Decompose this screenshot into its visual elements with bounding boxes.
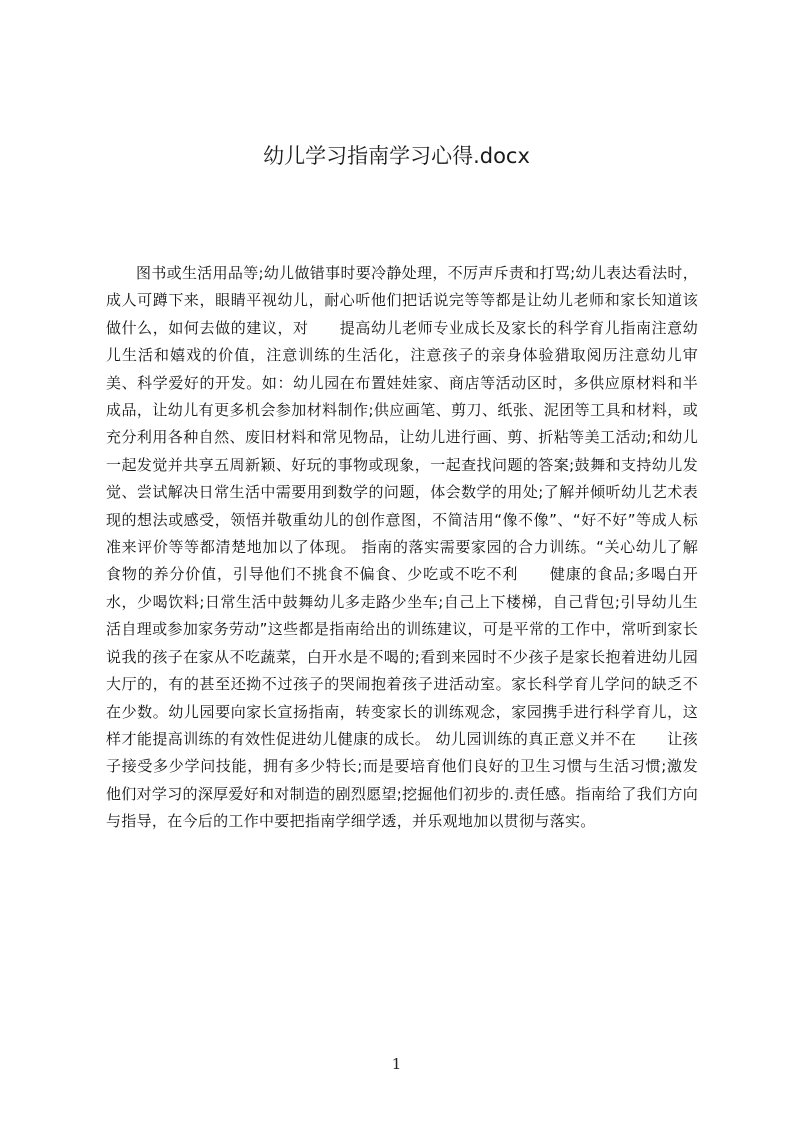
page-number: 1 bbox=[391, 1055, 402, 1073]
document-title: 幼儿学习指南学习心得.docx bbox=[263, 144, 530, 168]
body-paragraph: 图书或生活用品等;幼儿做错事时要冷静处理，不厉声斥责和打骂;幼儿表达看法时，成人可蹲下来，眼睛平视幼儿，耐心听他们把话说完等等都是让幼儿老师和家长知道该做什么，如何去做的建议，对 提高幼儿老师专业成长及家长的科学育儿指南注意幼儿生活和嬉戏的价值，注意训练的生活化，注意孩子的亲身体验猎取阅历注意幼儿审美、科学爱好的开发。如：幼儿园在布置娃娃家、商店等活动区时，多供应原材料和半成品，让幼儿有更多机会参加材料制作;供应画笔、剪刀、纸张、泥团等工具和材料，或充分利用各种自然、废旧材料和常见物品，让幼儿进行画、剪、折粘等美工活动;和幼儿一起发觉并共享五周新颖、好玩的事物或现象，一起查找问题的答案;鼓舞和支持幼儿发觉、尝试解决日常生活中需要用到数学的问题，体会数学的用处;了解并倾听幼儿艺术表现的想法或感受，领悟并敬重幼儿的创作意图，不简洁用“像不像”、“好不好”等成人标准来评价等等都清楚地加以了体现。 指南的落实需要家园的合力训练。“关心幼儿了解食物的养分价值，引导他们不挑食不偏食、少吃或不吃不利 健康的食品;多喝白开水，少喝饮料;日常生活中鼓舞幼儿多走路少坐车;自己上下楼梯，自己背包;引导幼儿生活自理或参加家务劳动”这些都是指南给出的训练建议，可是平常的工作中，常听到家长说我的孩子在家从不吃蔬菜，白开水是不喝的;看到来园时不少孩子是家长抱着进幼儿园大厅的，有的甚至还拗不过孩子的哭闹抱着孩子进活动室。家长科学育儿学问的缺乏不在少数。幼儿园要向家长宣扬指南，转变家长的训练观念，家园携手进行科学育儿，这样才能提高训练的有效性促进幼儿健康的成长。 幼儿园训练的真正意义并不在 让孩子接受多少学问技能，拥有多少特长;而是要培育他们良好的卫生习惯与生活习惯;激发他们对学习的深厚爱好和对制造的剧烈愿望;挖掘他们初步的.责任感。指南给了我们方向与指导，在今后的工作中要把指南学细学透，并乐观地加以贯彻与落实。 bbox=[106, 264, 698, 831]
